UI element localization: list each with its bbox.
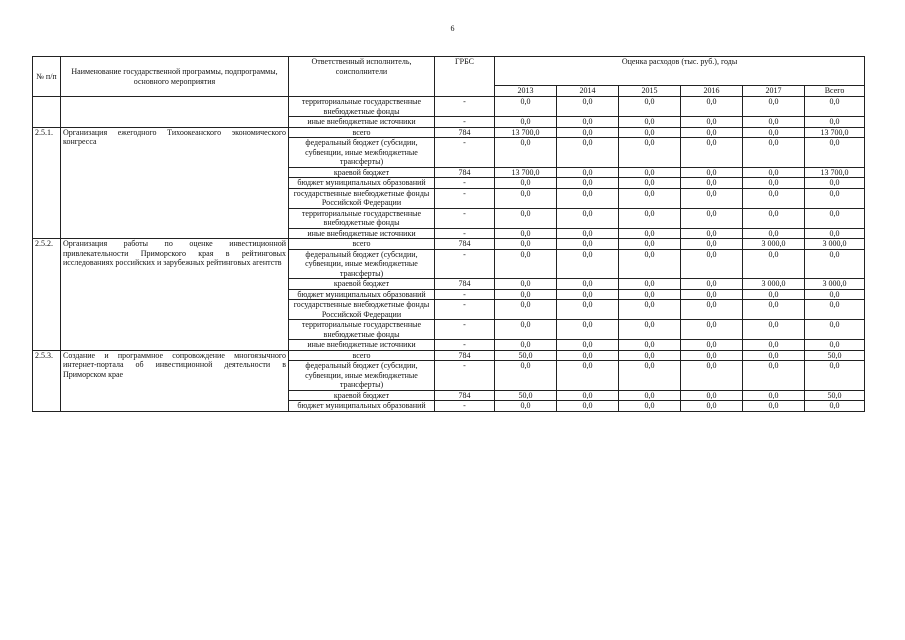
value-cell: 0,0 <box>743 361 805 391</box>
value-cell: 0,0 <box>743 167 805 178</box>
page-number: 6 <box>450 24 455 33</box>
source-cell: государственные внебюджетные фонды Российской Федерации <box>289 188 435 208</box>
header-year: 2014 <box>557 86 619 97</box>
value-cell: 0,0 <box>557 117 619 128</box>
value-cell: 0,0 <box>495 117 557 128</box>
grbs-cell: - <box>435 188 495 208</box>
source-cell: федеральный бюджет (субсидии, субвенции, иные межбюджетные трансферты) <box>289 249 435 279</box>
value-cell: 3 000,0 <box>805 279 865 290</box>
value-cell: 0,0 <box>557 208 619 228</box>
value-cell: 0,0 <box>805 97 865 117</box>
source-cell: федеральный бюджет (субсидии, субвенции, иные межбюджетные трансферты) <box>289 361 435 391</box>
value-cell: 0,0 <box>619 320 681 340</box>
value-cell: 0,0 <box>805 401 865 412</box>
grbs-cell: - <box>435 300 495 320</box>
value-cell: 0,0 <box>805 208 865 228</box>
source-cell: иные внебюджетные источники <box>289 117 435 128</box>
value-cell: 0,0 <box>495 401 557 412</box>
value-cell: 0,0 <box>557 279 619 290</box>
value-cell: 0,0 <box>681 401 743 412</box>
value-cell: 0,0 <box>495 138 557 168</box>
value-cell: 0,0 <box>681 390 743 401</box>
value-cell: 0,0 <box>619 178 681 189</box>
grbs-cell: - <box>435 401 495 412</box>
value-cell: 0,0 <box>495 97 557 117</box>
value-cell: 0,0 <box>805 249 865 279</box>
value-cell: 3 000,0 <box>743 279 805 290</box>
value-cell: 0,0 <box>619 401 681 412</box>
value-cell: 0,0 <box>681 239 743 250</box>
value-cell: 0,0 <box>619 350 681 361</box>
grbs-cell: - <box>435 340 495 351</box>
header-year: 2017 <box>743 86 805 97</box>
value-cell: 0,0 <box>619 390 681 401</box>
source-cell: иные внебюджетные источники <box>289 228 435 239</box>
value-cell: 0,0 <box>681 178 743 189</box>
value-cell: 0,0 <box>681 138 743 168</box>
value-cell: 0,0 <box>619 138 681 168</box>
value-cell: 0,0 <box>557 188 619 208</box>
name-cell <box>61 97 289 128</box>
header-year-total: Всего <box>805 86 865 97</box>
source-cell: бюджет муниципальных образований <box>289 289 435 300</box>
item-number: 2.5.3. <box>33 350 61 411</box>
value-cell: 0,0 <box>557 167 619 178</box>
source-total: всего <box>289 239 435 250</box>
grbs-cell: - <box>435 97 495 117</box>
value-cell: 0,0 <box>743 117 805 128</box>
value-cell: 0,0 <box>743 208 805 228</box>
table-row <box>33 239 865 250</box>
value-cell: 0,0 <box>681 350 743 361</box>
value-cell: 0,0 <box>805 138 865 168</box>
value-cell: 0,0 <box>805 340 865 351</box>
grbs-cell: 784 <box>435 127 495 138</box>
table-row <box>33 127 865 138</box>
value-cell: 0,0 <box>681 208 743 228</box>
grbs-cell: - <box>435 117 495 128</box>
value-cell: 0,0 <box>743 228 805 239</box>
value-cell: 0,0 <box>681 228 743 239</box>
item-number: 2.5.2. <box>33 239 61 351</box>
value-cell: 0,0 <box>681 361 743 391</box>
value-cell: 0,0 <box>743 249 805 279</box>
value-cell: 0,0 <box>619 228 681 239</box>
value-cell: 0,0 <box>495 361 557 391</box>
value-cell: 0,0 <box>495 228 557 239</box>
value-cell: 0,0 <box>495 239 557 250</box>
budget-table <box>32 56 865 412</box>
value-cell: 0,0 <box>619 117 681 128</box>
value-cell: 0,0 <box>495 249 557 279</box>
value-cell: 0,0 <box>743 138 805 168</box>
value-cell: 0,0 <box>805 289 865 300</box>
grbs-cell: - <box>435 138 495 168</box>
value-cell: 50,0 <box>495 350 557 361</box>
value-cell: 0,0 <box>743 401 805 412</box>
value-cell: 0,0 <box>743 97 805 117</box>
value-cell: 0,0 <box>495 320 557 340</box>
value-cell: 0,0 <box>743 127 805 138</box>
value-cell: 0,0 <box>805 178 865 189</box>
value-cell: 0,0 <box>619 208 681 228</box>
value-cell: 0,0 <box>743 178 805 189</box>
source-cell: иные внебюджетные источники <box>289 340 435 351</box>
value-cell: 50,0 <box>805 390 865 401</box>
value-cell: 0,0 <box>805 320 865 340</box>
source-cell: территориальные государственные внебюджетные фонды <box>289 97 435 117</box>
table-row <box>33 97 865 117</box>
value-cell: 0,0 <box>557 127 619 138</box>
value-cell: 0,0 <box>557 249 619 279</box>
value-cell: 0,0 <box>619 167 681 178</box>
value-cell: 0,0 <box>805 117 865 128</box>
source-cell: территориальные государственные внебюджетные фонды <box>289 208 435 228</box>
header-estimate: Оценка расходов (тыс. руб.), годы <box>495 57 865 86</box>
header-num: № п/п <box>33 57 61 97</box>
value-cell: 0,0 <box>557 178 619 189</box>
value-cell: 0,0 <box>619 300 681 320</box>
value-cell: 0,0 <box>681 320 743 340</box>
header-year: 2015 <box>619 86 681 97</box>
value-cell: 0,0 <box>619 127 681 138</box>
value-cell: 0,0 <box>619 249 681 279</box>
source-cell: краевой бюджет <box>289 279 435 290</box>
value-cell: 0,0 <box>743 289 805 300</box>
value-cell: 0,0 <box>681 97 743 117</box>
grbs-cell: - <box>435 208 495 228</box>
grbs-cell: 784 <box>435 390 495 401</box>
header-year: 2013 <box>495 86 557 97</box>
header-year: 2016 <box>681 86 743 97</box>
grbs-cell: 784 <box>435 350 495 361</box>
value-cell: 0,0 <box>557 239 619 250</box>
value-cell: 0,0 <box>681 127 743 138</box>
value-cell: 0,0 <box>681 188 743 208</box>
grbs-cell: - <box>435 289 495 300</box>
value-cell: 0,0 <box>681 289 743 300</box>
value-cell: 0,0 <box>743 350 805 361</box>
value-cell: 0,0 <box>619 97 681 117</box>
value-cell: 0,0 <box>557 340 619 351</box>
value-cell: 13 700,0 <box>495 167 557 178</box>
source-cell: краевой бюджет <box>289 167 435 178</box>
source-total: всего <box>289 350 435 361</box>
value-cell: 0,0 <box>681 167 743 178</box>
grbs-cell: 784 <box>435 239 495 250</box>
value-cell: 0,0 <box>681 300 743 320</box>
value-cell: 0,0 <box>743 188 805 208</box>
value-cell: 0,0 <box>805 188 865 208</box>
value-cell: 0,0 <box>495 300 557 320</box>
source-cell: бюджет муниципальных образований <box>289 178 435 189</box>
header-grbs: ГРБС <box>435 57 495 97</box>
source-cell: бюджет муниципальных образований <box>289 401 435 412</box>
source-cell: краевой бюджет <box>289 390 435 401</box>
value-cell: 3 000,0 <box>805 239 865 250</box>
value-cell: 0,0 <box>557 350 619 361</box>
value-cell: 0,0 <box>557 289 619 300</box>
value-cell: 0,0 <box>557 228 619 239</box>
table-row <box>33 350 865 361</box>
value-cell: 0,0 <box>557 138 619 168</box>
source-cell: территориальные государственные внебюджетные фонды <box>289 320 435 340</box>
grbs-cell: 784 <box>435 167 495 178</box>
value-cell: 0,0 <box>619 279 681 290</box>
value-cell: 0,0 <box>619 340 681 351</box>
table-body <box>33 97 865 412</box>
value-cell: 13 700,0 <box>805 167 865 178</box>
value-cell: 0,0 <box>495 178 557 189</box>
value-cell: 0,0 <box>619 239 681 250</box>
value-cell: 0,0 <box>557 300 619 320</box>
value-cell: 3 000,0 <box>743 239 805 250</box>
value-cell: 0,0 <box>743 300 805 320</box>
value-cell: 0,0 <box>495 188 557 208</box>
value-cell: 50,0 <box>805 350 865 361</box>
num-cell <box>33 97 61 128</box>
source-total: всего <box>289 127 435 138</box>
item-title: Организация ежегодного Тихоокеанского экономического конгресса <box>61 127 289 239</box>
value-cell: 0,0 <box>619 188 681 208</box>
item-title: Создание и программное сопровождение многоязычного интернет-портала об инвестиционной деятельности в Приморском крае <box>61 350 289 411</box>
value-cell: 0,0 <box>495 289 557 300</box>
value-cell: 0,0 <box>495 340 557 351</box>
grbs-cell: - <box>435 320 495 340</box>
grbs-cell: - <box>435 228 495 239</box>
value-cell: 0,0 <box>681 279 743 290</box>
value-cell: 13 700,0 <box>495 127 557 138</box>
grbs-cell: - <box>435 249 495 279</box>
value-cell: 0,0 <box>557 361 619 391</box>
value-cell: 0,0 <box>681 340 743 351</box>
value-cell: 0,0 <box>557 97 619 117</box>
value-cell: 0,0 <box>557 320 619 340</box>
grbs-cell: - <box>435 178 495 189</box>
value-cell: 0,0 <box>557 390 619 401</box>
value-cell: 0,0 <box>681 249 743 279</box>
value-cell: 0,0 <box>805 300 865 320</box>
source-cell: федеральный бюджет (субсидии, субвенции, иные межбюджетные трансферты) <box>289 138 435 168</box>
value-cell: 0,0 <box>619 361 681 391</box>
source-cell: государственные внебюджетные фонды Российской Федерации <box>289 300 435 320</box>
value-cell: 0,0 <box>557 401 619 412</box>
header-name: Наименование государственной программы, подпрограммы, основного мероприятия <box>61 57 289 97</box>
value-cell: 0,0 <box>743 390 805 401</box>
value-cell: 0,0 <box>619 289 681 300</box>
value-cell: 0,0 <box>743 340 805 351</box>
item-title: Организация работы по оценке инвестиционной привлекательности Приморского края в рейтинговых исследованиях российских и зарубежных рейтинговых агентств <box>61 239 289 351</box>
header-executor: Ответственный исполнитель, соисполнители <box>289 57 435 97</box>
grbs-cell: 784 <box>435 279 495 290</box>
value-cell: 0,0 <box>495 279 557 290</box>
value-cell: 0,0 <box>743 320 805 340</box>
value-cell: 0,0 <box>681 117 743 128</box>
value-cell: 0,0 <box>495 208 557 228</box>
value-cell: 0,0 <box>805 228 865 239</box>
value-cell: 50,0 <box>495 390 557 401</box>
item-number: 2.5.1. <box>33 127 61 239</box>
grbs-cell: - <box>435 361 495 391</box>
value-cell: 0,0 <box>805 361 865 391</box>
value-cell: 13 700,0 <box>805 127 865 138</box>
